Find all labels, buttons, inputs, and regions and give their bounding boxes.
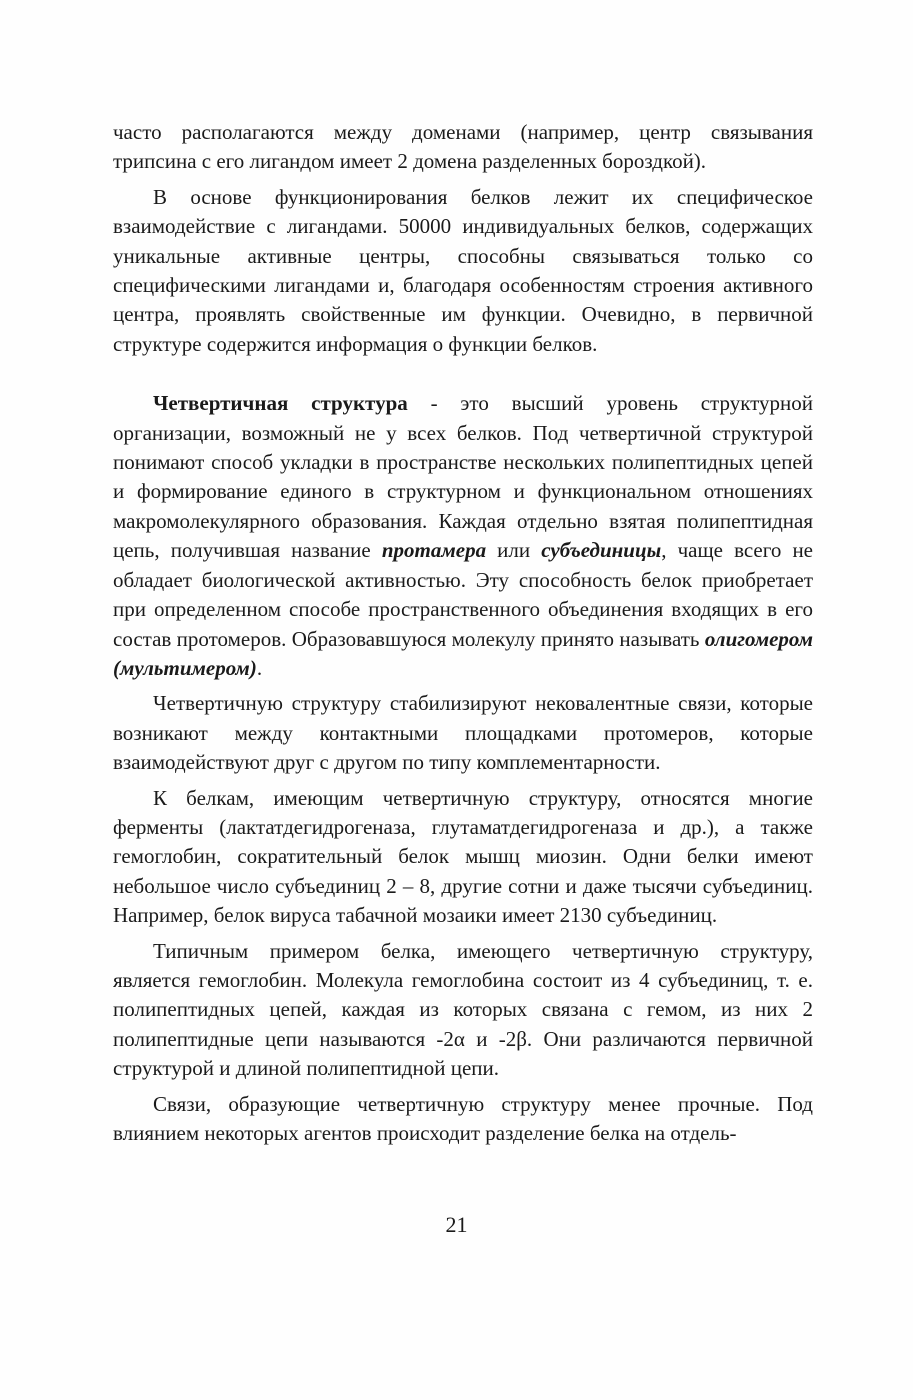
paragraph-1	[113, 118, 813, 177]
paragraph-4-text: Четвертичную структуру стабилизируют нековалентные связи, которые возникают между контактными площадками протомеров, которые взаимодействуют друг с другом по типу комплементарности.	[113, 691, 813, 775]
page-body	[113, 118, 813, 1148]
paragraph-6-text: Типичным примером белка, имеющего четвертичную структуру, является гемоглобин. Молекула гемоглобина состоит из 4 субъединиц, т. е. полипептидных цепей, каждая из которых связана с гемом, из них 2 полипептидные цепи называются -2α и -2β. Они различаются первичной структурой и длиной полипептидной цепи.	[113, 938, 813, 1081]
paragraph-3-text-a: - это высший уровень структурной организации, возможный не у всех белков. Под четвертичной структурой понимают способ укладки в пространстве нескольких полипептидных цепей и формирование единого в структурном и функциональном отношениях макромолекулярного образования. Каждая отдельно взятая полипептидная цепь, получившая название	[113, 391, 814, 563]
term-subunit: субъединицы	[541, 538, 662, 563]
paragraph-3-text-d: .	[256, 655, 263, 680]
paragraph-1-text: часто располагаются между доменами (например, центр связывания трипсина с его лигандом имеет 2 домена разделенных бороздкой).	[113, 120, 813, 174]
paragraph-5	[113, 784, 813, 931]
term-quaternary-structure: Четвертичная структура	[153, 391, 408, 416]
paragraph-3-text-b: или	[486, 538, 542, 563]
term-oligomer: олигомером (мультимером)	[113, 626, 813, 680]
paragraph-6	[113, 937, 813, 1084]
paragraph-quaternary-structure	[113, 389, 813, 683]
page-number: 21	[445, 1212, 468, 1237]
term-protamer: протамера	[381, 538, 487, 563]
paragraph-4	[113, 689, 813, 777]
paragraph-3-text-c: , чаще всего не обладает биологической активностью. Эту способность белок приобретает при определенном способе пространственного объединения входящих в его состав протомеров. Образовавшуюся молекулу принято называть	[113, 538, 814, 651]
paragraph-7-text: Связи, образующие четвертичную структуру менее прочные. Под влиянием некоторых агентов происходит разделение белка на отдель-	[113, 1091, 813, 1145]
paragraph-2	[113, 183, 813, 359]
paragraph-5-text: К белкам, имеющим четвертичную структуру, относятся многие ферменты (лактатдегидрогеназа, глутаматдегидрогеназа и др.), а также гемоглобин, сократительный белок мышц миозин. Одни белки имеют небольшое число субъединиц 2 – 8, другие сотни и даже тысячи субъединиц. Например, белок вируса табачной мозаики имеет 2130 субъединиц.	[113, 785, 813, 928]
paragraph-2-text: В основе функционирования белков лежит их специфическое взаимодействие с лигандами. 50000 индивидуальных белков, содержащих уникальные активные центры, способны связываться только со специфическими лигандами и, благодаря особенностям строения активного центра, проявлять свойственные им функции. Очевидно, в первичной структуре содержится информация о функции белков.	[113, 184, 813, 356]
paragraph-7	[113, 1090, 813, 1149]
